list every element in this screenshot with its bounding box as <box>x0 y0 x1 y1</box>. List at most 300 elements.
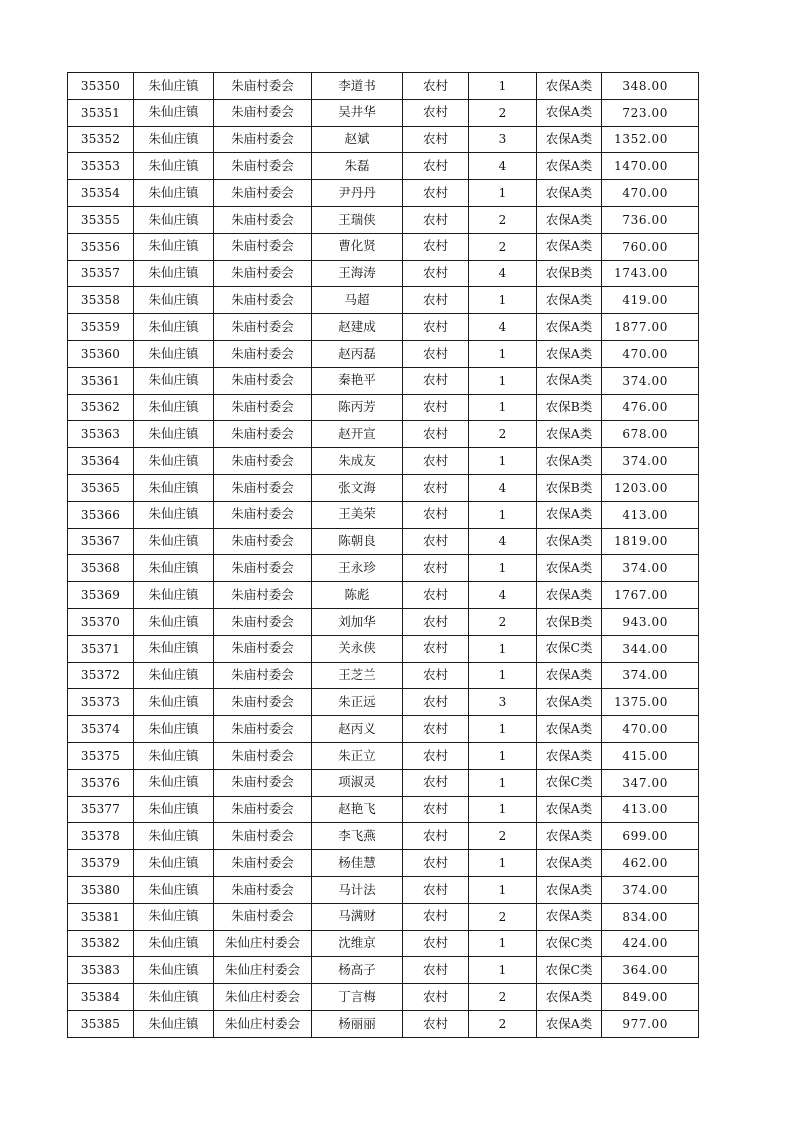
person-name-cell: 吴井华 <box>312 99 403 126</box>
table-row <box>68 394 699 421</box>
village-committee-cell: 朱庙村委会 <box>214 474 312 501</box>
insurance-category-cell: 农保B类 <box>537 474 602 501</box>
insurance-category-cell: 农保A类 <box>537 876 602 903</box>
area-type-cell: 农村 <box>403 474 469 501</box>
household-count-cell: 1 <box>469 555 537 582</box>
town-cell: 朱仙庄镇 <box>134 448 214 475</box>
household-count-cell: 1 <box>469 287 537 314</box>
area-type-cell: 农村 <box>403 1010 469 1037</box>
record-id-cell: 35373 <box>68 689 134 716</box>
town-cell: 朱仙庄镇 <box>134 233 214 260</box>
table-row <box>68 796 699 823</box>
table-row <box>68 340 699 367</box>
insurance-category-cell: 农保A类 <box>537 555 602 582</box>
village-committee-cell: 朱庙村委会 <box>214 206 312 233</box>
town-cell: 朱仙庄镇 <box>134 796 214 823</box>
record-id-cell: 35370 <box>68 608 134 635</box>
person-name-cell: 李道书 <box>312 73 403 100</box>
insurance-category-cell: 农保B类 <box>537 260 602 287</box>
household-count-cell: 1 <box>469 662 537 689</box>
record-id-cell: 35361 <box>68 367 134 394</box>
record-id-cell: 35380 <box>68 876 134 903</box>
table-row <box>68 823 699 850</box>
person-name-cell: 赵开宣 <box>312 421 403 448</box>
household-count-cell: 1 <box>469 876 537 903</box>
amount-cell: 834.00 <box>602 903 699 930</box>
amount-cell: 1767.00 <box>602 582 699 609</box>
town-cell: 朱仙庄镇 <box>134 528 214 555</box>
village-committee-cell: 朱庙村委会 <box>214 689 312 716</box>
town-cell: 朱仙庄镇 <box>134 689 214 716</box>
record-id-cell: 35378 <box>68 823 134 850</box>
person-name-cell: 朱成友 <box>312 448 403 475</box>
record-id-cell: 35368 <box>68 555 134 582</box>
town-cell: 朱仙庄镇 <box>134 957 214 984</box>
amount-cell: 413.00 <box>602 796 699 823</box>
village-committee-cell: 朱庙村委会 <box>214 314 312 341</box>
record-id-cell: 35371 <box>68 635 134 662</box>
table-row <box>68 769 699 796</box>
amount-cell: 723.00 <box>602 99 699 126</box>
person-name-cell: 朱磊 <box>312 153 403 180</box>
household-count-cell: 4 <box>469 528 537 555</box>
record-id-cell: 35385 <box>68 1010 134 1037</box>
household-count-cell: 1 <box>469 501 537 528</box>
household-count-cell: 2 <box>469 421 537 448</box>
area-type-cell: 农村 <box>403 126 469 153</box>
amount-cell: 374.00 <box>602 662 699 689</box>
village-committee-cell: 朱庙村委会 <box>214 501 312 528</box>
table-row <box>68 635 699 662</box>
amount-cell: 1470.00 <box>602 153 699 180</box>
amount-cell: 462.00 <box>602 850 699 877</box>
village-committee-cell: 朱庙村委会 <box>214 287 312 314</box>
person-name-cell: 李飞燕 <box>312 823 403 850</box>
table-row <box>68 608 699 635</box>
record-id-cell: 35358 <box>68 287 134 314</box>
table-row <box>68 582 699 609</box>
amount-cell: 470.00 <box>602 340 699 367</box>
household-count-cell: 1 <box>469 340 537 367</box>
area-type-cell: 农村 <box>403 635 469 662</box>
village-committee-cell: 朱庙村委会 <box>214 99 312 126</box>
insurance-category-cell: 农保A类 <box>537 126 602 153</box>
town-cell: 朱仙庄镇 <box>134 555 214 582</box>
person-name-cell: 秦艳平 <box>312 367 403 394</box>
table-row <box>68 662 699 689</box>
insurance-category-cell: 农保B类 <box>537 608 602 635</box>
household-count-cell: 1 <box>469 930 537 957</box>
record-id-cell: 35357 <box>68 260 134 287</box>
table-body <box>68 73 699 1038</box>
area-type-cell: 农村 <box>403 876 469 903</box>
person-name-cell: 项淑灵 <box>312 769 403 796</box>
insurance-category-cell: 农保A类 <box>537 367 602 394</box>
town-cell: 朱仙庄镇 <box>134 716 214 743</box>
record-id-cell: 35383 <box>68 957 134 984</box>
village-committee-cell: 朱庙村委会 <box>214 796 312 823</box>
household-count-cell: 4 <box>469 582 537 609</box>
person-name-cell: 陈丙芳 <box>312 394 403 421</box>
village-committee-cell: 朱庙村委会 <box>214 260 312 287</box>
town-cell: 朱仙庄镇 <box>134 314 214 341</box>
table-row <box>68 716 699 743</box>
insurance-category-cell: 农保A类 <box>537 501 602 528</box>
table-row <box>68 528 699 555</box>
table-row <box>68 850 699 877</box>
record-id-cell: 35381 <box>68 903 134 930</box>
area-type-cell: 农村 <box>403 716 469 743</box>
village-committee-cell: 朱庙村委会 <box>214 153 312 180</box>
town-cell: 朱仙庄镇 <box>134 850 214 877</box>
area-type-cell: 农村 <box>403 501 469 528</box>
record-id-cell: 35375 <box>68 742 134 769</box>
table-row <box>68 957 699 984</box>
household-count-cell: 2 <box>469 206 537 233</box>
table-row <box>68 421 699 448</box>
household-count-cell: 2 <box>469 99 537 126</box>
household-count-cell: 3 <box>469 126 537 153</box>
record-id-cell: 35384 <box>68 984 134 1011</box>
amount-cell: 470.00 <box>602 716 699 743</box>
table-row <box>68 448 699 475</box>
table-row <box>68 555 699 582</box>
household-count-cell: 1 <box>469 742 537 769</box>
table-row <box>68 742 699 769</box>
area-type-cell: 农村 <box>403 314 469 341</box>
area-type-cell: 农村 <box>403 421 469 448</box>
household-count-cell: 3 <box>469 689 537 716</box>
amount-cell: 699.00 <box>602 823 699 850</box>
area-type-cell: 农村 <box>403 448 469 475</box>
town-cell: 朱仙庄镇 <box>134 73 214 100</box>
person-name-cell: 马满财 <box>312 903 403 930</box>
amount-cell: 374.00 <box>602 448 699 475</box>
insurance-category-cell: 农保A类 <box>537 823 602 850</box>
person-name-cell: 陈朝良 <box>312 528 403 555</box>
amount-cell: 1375.00 <box>602 689 699 716</box>
amount-cell: 977.00 <box>602 1010 699 1037</box>
area-type-cell: 农村 <box>403 340 469 367</box>
person-name-cell: 沈维京 <box>312 930 403 957</box>
insurance-category-cell: 农保A类 <box>537 528 602 555</box>
household-count-cell: 1 <box>469 769 537 796</box>
village-committee-cell: 朱庙村委会 <box>214 448 312 475</box>
area-type-cell: 农村 <box>403 555 469 582</box>
village-committee-cell: 朱庙村委会 <box>214 582 312 609</box>
table-row <box>68 314 699 341</box>
area-type-cell: 农村 <box>403 930 469 957</box>
amount-cell: 1819.00 <box>602 528 699 555</box>
table-row <box>68 260 699 287</box>
amount-cell: 347.00 <box>602 769 699 796</box>
village-committee-cell: 朱庙村委会 <box>214 180 312 207</box>
area-type-cell: 农村 <box>403 528 469 555</box>
record-id-cell: 35356 <box>68 233 134 260</box>
insurance-category-cell: 农保A类 <box>537 984 602 1011</box>
record-id-cell: 35360 <box>68 340 134 367</box>
area-type-cell: 农村 <box>403 796 469 823</box>
area-type-cell: 农村 <box>403 769 469 796</box>
table-row <box>68 126 699 153</box>
village-committee-cell: 朱庙村委会 <box>214 233 312 260</box>
household-count-cell: 2 <box>469 233 537 260</box>
insurance-category-cell: 农保A类 <box>537 716 602 743</box>
record-id-cell: 35367 <box>68 528 134 555</box>
town-cell: 朱仙庄镇 <box>134 474 214 501</box>
amount-cell: 849.00 <box>602 984 699 1011</box>
insurance-category-cell: 农保A类 <box>537 662 602 689</box>
area-type-cell: 农村 <box>403 662 469 689</box>
amount-cell: 470.00 <box>602 180 699 207</box>
amount-cell: 1352.00 <box>602 126 699 153</box>
village-committee-cell: 朱仙庄村委会 <box>214 984 312 1011</box>
table-row <box>68 367 699 394</box>
table-row <box>68 474 699 501</box>
household-count-cell: 1 <box>469 367 537 394</box>
town-cell: 朱仙庄镇 <box>134 769 214 796</box>
amount-cell: 678.00 <box>602 421 699 448</box>
household-count-cell: 4 <box>469 153 537 180</box>
amount-cell: 374.00 <box>602 367 699 394</box>
amount-cell: 374.00 <box>602 555 699 582</box>
table-row <box>68 233 699 260</box>
town-cell: 朱仙庄镇 <box>134 126 214 153</box>
insurance-category-cell: 农保A类 <box>537 340 602 367</box>
area-type-cell: 农村 <box>403 608 469 635</box>
town-cell: 朱仙庄镇 <box>134 99 214 126</box>
record-id-cell: 35353 <box>68 153 134 180</box>
insurance-category-cell: 农保A类 <box>537 206 602 233</box>
household-count-cell: 1 <box>469 180 537 207</box>
village-committee-cell: 朱庙村委会 <box>214 394 312 421</box>
household-count-cell: 1 <box>469 716 537 743</box>
town-cell: 朱仙庄镇 <box>134 582 214 609</box>
village-committee-cell: 朱庙村委会 <box>214 421 312 448</box>
town-cell: 朱仙庄镇 <box>134 394 214 421</box>
household-count-cell: 2 <box>469 823 537 850</box>
area-type-cell: 农村 <box>403 742 469 769</box>
table-row <box>68 501 699 528</box>
person-name-cell: 赵丙磊 <box>312 340 403 367</box>
person-name-cell: 杨丽丽 <box>312 1010 403 1037</box>
person-name-cell: 杨佳慧 <box>312 850 403 877</box>
area-type-cell: 农村 <box>403 367 469 394</box>
person-name-cell: 王瑞侠 <box>312 206 403 233</box>
record-id-cell: 35379 <box>68 850 134 877</box>
table-row <box>68 876 699 903</box>
table-row <box>68 1010 699 1037</box>
village-committee-cell: 朱庙村委会 <box>214 528 312 555</box>
amount-cell: 364.00 <box>602 957 699 984</box>
insurance-category-cell: 农保A类 <box>537 582 602 609</box>
village-committee-cell: 朱仙庄村委会 <box>214 957 312 984</box>
insurance-category-cell: 农保A类 <box>537 448 602 475</box>
table-row <box>68 180 699 207</box>
village-committee-cell: 朱庙村委会 <box>214 662 312 689</box>
household-count-cell: 1 <box>469 73 537 100</box>
record-id-cell: 35363 <box>68 421 134 448</box>
household-count-cell: 1 <box>469 796 537 823</box>
insurance-category-cell: 农保A类 <box>537 903 602 930</box>
area-type-cell: 农村 <box>403 582 469 609</box>
person-name-cell: 马计法 <box>312 876 403 903</box>
village-committee-cell: 朱庙村委会 <box>214 126 312 153</box>
amount-cell: 736.00 <box>602 206 699 233</box>
household-count-cell: 2 <box>469 903 537 930</box>
insurance-category-cell: 农保C类 <box>537 635 602 662</box>
area-type-cell: 农村 <box>403 850 469 877</box>
town-cell: 朱仙庄镇 <box>134 662 214 689</box>
town-cell: 朱仙庄镇 <box>134 206 214 233</box>
village-committee-cell: 朱庙村委会 <box>214 608 312 635</box>
person-name-cell: 曹化贤 <box>312 233 403 260</box>
town-cell: 朱仙庄镇 <box>134 287 214 314</box>
village-committee-cell: 朱仙庄村委会 <box>214 930 312 957</box>
town-cell: 朱仙庄镇 <box>134 903 214 930</box>
person-name-cell: 赵艳飞 <box>312 796 403 823</box>
household-count-cell: 4 <box>469 474 537 501</box>
town-cell: 朱仙庄镇 <box>134 421 214 448</box>
household-count-cell: 2 <box>469 984 537 1011</box>
insurance-category-cell: 农保A类 <box>537 233 602 260</box>
area-type-cell: 农村 <box>403 903 469 930</box>
amount-cell: 1743.00 <box>602 260 699 287</box>
household-count-cell: 4 <box>469 314 537 341</box>
table-row <box>68 206 699 233</box>
person-name-cell: 刘加华 <box>312 608 403 635</box>
person-name-cell: 关永侠 <box>312 635 403 662</box>
amount-cell: 476.00 <box>602 394 699 421</box>
insurance-category-cell: 农保A类 <box>537 742 602 769</box>
record-id-cell: 35351 <box>68 99 134 126</box>
household-count-cell: 1 <box>469 635 537 662</box>
village-committee-cell: 朱庙村委会 <box>214 635 312 662</box>
amount-cell: 344.00 <box>602 635 699 662</box>
person-name-cell: 尹丹丹 <box>312 180 403 207</box>
insurance-category-cell: 农保A类 <box>537 99 602 126</box>
beneficiary-table <box>67 72 699 1038</box>
area-type-cell: 农村 <box>403 957 469 984</box>
household-count-cell: 1 <box>469 394 537 421</box>
area-type-cell: 农村 <box>403 73 469 100</box>
village-committee-cell: 朱庙村委会 <box>214 555 312 582</box>
area-type-cell: 农村 <box>403 99 469 126</box>
person-name-cell: 陈彪 <box>312 582 403 609</box>
record-id-cell: 35352 <box>68 126 134 153</box>
amount-cell: 374.00 <box>602 876 699 903</box>
table-row <box>68 930 699 957</box>
person-name-cell: 王永珍 <box>312 555 403 582</box>
amount-cell: 413.00 <box>602 501 699 528</box>
area-type-cell: 农村 <box>403 823 469 850</box>
village-committee-cell: 朱庙村委会 <box>214 716 312 743</box>
person-name-cell: 杨高子 <box>312 957 403 984</box>
household-count-cell: 2 <box>469 1010 537 1037</box>
village-committee-cell: 朱庙村委会 <box>214 903 312 930</box>
amount-cell: 424.00 <box>602 930 699 957</box>
area-type-cell: 农村 <box>403 260 469 287</box>
town-cell: 朱仙庄镇 <box>134 260 214 287</box>
record-id-cell: 35377 <box>68 796 134 823</box>
insurance-category-cell: 农保A类 <box>537 850 602 877</box>
insurance-category-cell: 农保B类 <box>537 394 602 421</box>
record-id-cell: 35355 <box>68 206 134 233</box>
insurance-category-cell: 农保A类 <box>537 1010 602 1037</box>
person-name-cell: 王海涛 <box>312 260 403 287</box>
insurance-category-cell: 农保C类 <box>537 930 602 957</box>
insurance-category-cell: 农保C类 <box>537 957 602 984</box>
village-committee-cell: 朱庙村委会 <box>214 742 312 769</box>
person-name-cell: 赵丙义 <box>312 716 403 743</box>
area-type-cell: 农村 <box>403 984 469 1011</box>
person-name-cell: 朱正远 <box>312 689 403 716</box>
record-id-cell: 35362 <box>68 394 134 421</box>
person-name-cell: 赵斌 <box>312 126 403 153</box>
insurance-category-cell: 农保A类 <box>537 287 602 314</box>
amount-cell: 1203.00 <box>602 474 699 501</box>
village-committee-cell: 朱庙村委会 <box>214 367 312 394</box>
record-id-cell: 35366 <box>68 501 134 528</box>
person-name-cell: 赵建成 <box>312 314 403 341</box>
record-id-cell: 35376 <box>68 769 134 796</box>
amount-cell: 943.00 <box>602 608 699 635</box>
insurance-category-cell: 农保A类 <box>537 689 602 716</box>
area-type-cell: 农村 <box>403 153 469 180</box>
record-id-cell: 35374 <box>68 716 134 743</box>
village-committee-cell: 朱庙村委会 <box>214 850 312 877</box>
table-row <box>68 984 699 1011</box>
town-cell: 朱仙庄镇 <box>134 501 214 528</box>
insurance-category-cell: 农保A类 <box>537 73 602 100</box>
table-row <box>68 689 699 716</box>
insurance-category-cell: 农保A类 <box>537 153 602 180</box>
insurance-category-cell: 农保A类 <box>537 314 602 341</box>
record-id-cell: 35364 <box>68 448 134 475</box>
record-id-cell: 35359 <box>68 314 134 341</box>
household-count-cell: 2 <box>469 608 537 635</box>
person-name-cell: 马超 <box>312 287 403 314</box>
household-count-cell: 1 <box>469 448 537 475</box>
village-committee-cell: 朱庙村委会 <box>214 769 312 796</box>
area-type-cell: 农村 <box>403 206 469 233</box>
village-committee-cell: 朱庙村委会 <box>214 876 312 903</box>
record-id-cell: 35354 <box>68 180 134 207</box>
town-cell: 朱仙庄镇 <box>134 1010 214 1037</box>
insurance-category-cell: 农保A类 <box>537 421 602 448</box>
town-cell: 朱仙庄镇 <box>134 367 214 394</box>
town-cell: 朱仙庄镇 <box>134 180 214 207</box>
record-id-cell: 35369 <box>68 582 134 609</box>
area-type-cell: 农村 <box>403 233 469 260</box>
town-cell: 朱仙庄镇 <box>134 608 214 635</box>
table-row <box>68 287 699 314</box>
record-id-cell: 35350 <box>68 73 134 100</box>
amount-cell: 348.00 <box>602 73 699 100</box>
record-id-cell: 35372 <box>68 662 134 689</box>
town-cell: 朱仙庄镇 <box>134 823 214 850</box>
amount-cell: 415.00 <box>602 742 699 769</box>
person-name-cell: 朱正立 <box>312 742 403 769</box>
table-row <box>68 73 699 100</box>
household-count-cell: 4 <box>469 260 537 287</box>
household-count-cell: 1 <box>469 957 537 984</box>
area-type-cell: 农村 <box>403 689 469 716</box>
person-name-cell: 丁言梅 <box>312 984 403 1011</box>
town-cell: 朱仙庄镇 <box>134 340 214 367</box>
town-cell: 朱仙庄镇 <box>134 930 214 957</box>
amount-cell: 419.00 <box>602 287 699 314</box>
